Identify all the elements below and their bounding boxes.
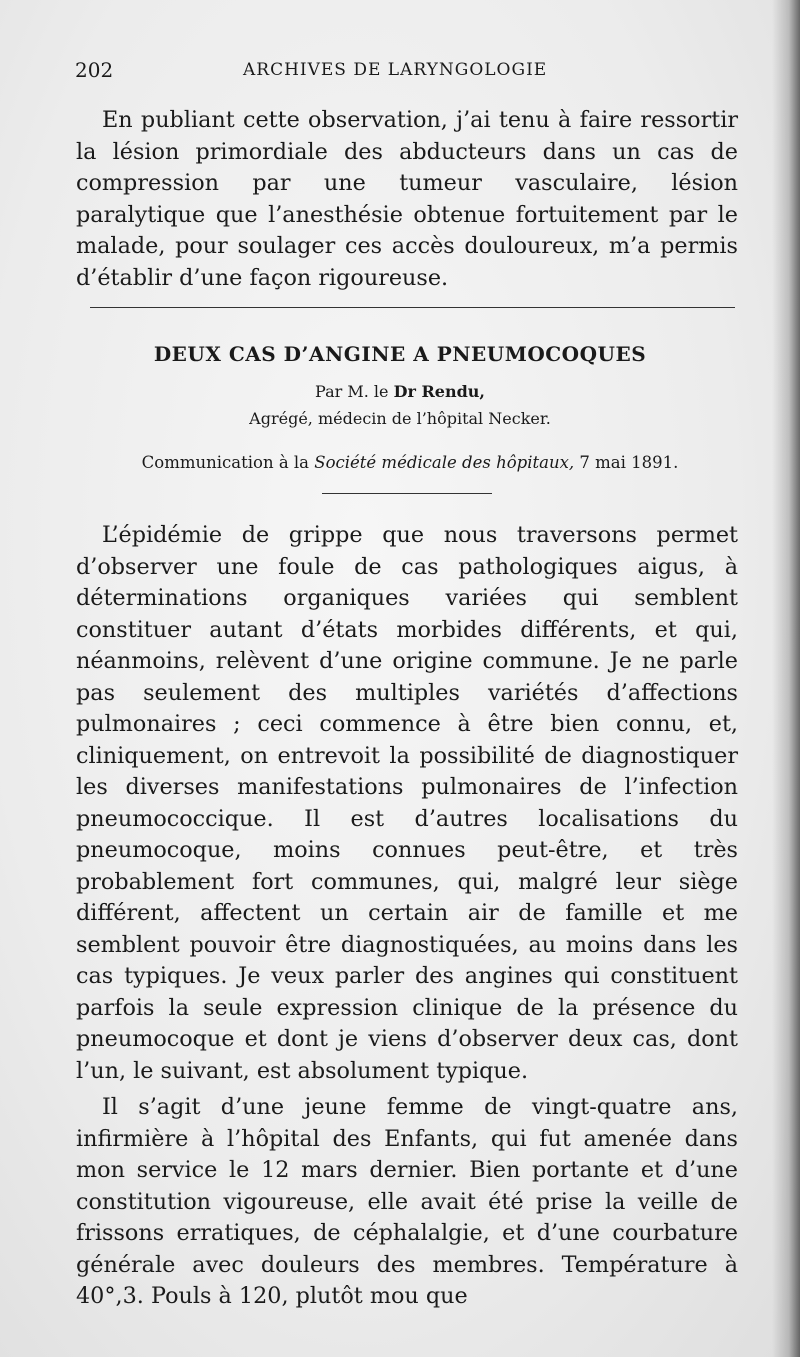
- article-title: DEUX CAS D’ANGINE A PNEUMOCOQUES: [153, 342, 647, 366]
- running-title: ARCHIVES DE LARYNGOLOGIE: [243, 60, 548, 80]
- section-divider: [90, 307, 735, 308]
- body-paragraph: Il s’agit d’une jeune femme de vingt-quatre ans, infirmière à l’hôpital des Enfants, qui fut amenée dans mon service le 12 mars dernier. Bien portante et d’une constitution vigoureuse, elle avait été prise la veille de frissons erratiques, de céphalalgie, et d’une courbature générale avec douleurs des membres. Température à 40°,3. Pouls à 120, plutôt mou que: [76, 1094, 738, 1309]
- author-name: Dr Rendu,: [393, 382, 485, 401]
- body-paragraph: L’épidémie de grippe que nous traversons permet d’observer une foule de cas pathologiques aigus, à déterminations organiques variées qui semblent constituer autant d’états morbides différents, et qui, néanmoins, relèvent d’une origine commune. Je ne parle pas seulement des multiples variétés d’affections pulmonaires ; ceci commence à être bien connu, et, cliniquement, on entrevoit la possibilité de diagnostiquer les diverses manifestations pulmonaires de l’infection pneumococcique. Il est d’autres localisations du pneumocoque, moins connues peut-être, et très probablement fort communes, qui, malgré leur siège différent, affectent un certain air de famille et me semblent pouvoir être diagnostiquées, au moins dans les cas typiques. Je veux parler des angines qui constituent parfois la seule expression clinique de la présence du pneumocoque et dont je viens d’observer deux cas, dont l’un, le suivant, est absolument typique.: [76, 522, 738, 1084]
- communication-note: [0, 453, 800, 472]
- author-affiliation: Agrégé, médecin de l’hôpital Necker.: [249, 409, 551, 428]
- page-edge-shadow: [772, 0, 800, 1357]
- communication-date: 7 mai 1891.: [579, 453, 679, 472]
- page-header: [75, 58, 735, 88]
- article-body: [76, 520, 738, 1313]
- closing-paragraph: En publiant cette observation, j’ai tenu à faire ressortir la lésion primordiale des abducteurs dans un cas de compression par une tumeur vasculaire, lésion paralytique que l’anesthésie obtenue fortuitement par le malade, pour soulager ces accès douloureux, m’a permis d’établir d’une façon rigoureuse.: [76, 107, 738, 291]
- page-number: 202: [75, 58, 114, 82]
- communication-prefix: Communication à la: [141, 453, 310, 472]
- byline-prefix: Par M. le: [315, 382, 389, 401]
- byline: [0, 382, 800, 401]
- society-name: Société médicale des hôpitaux,: [314, 453, 575, 472]
- title-divider: [322, 493, 492, 494]
